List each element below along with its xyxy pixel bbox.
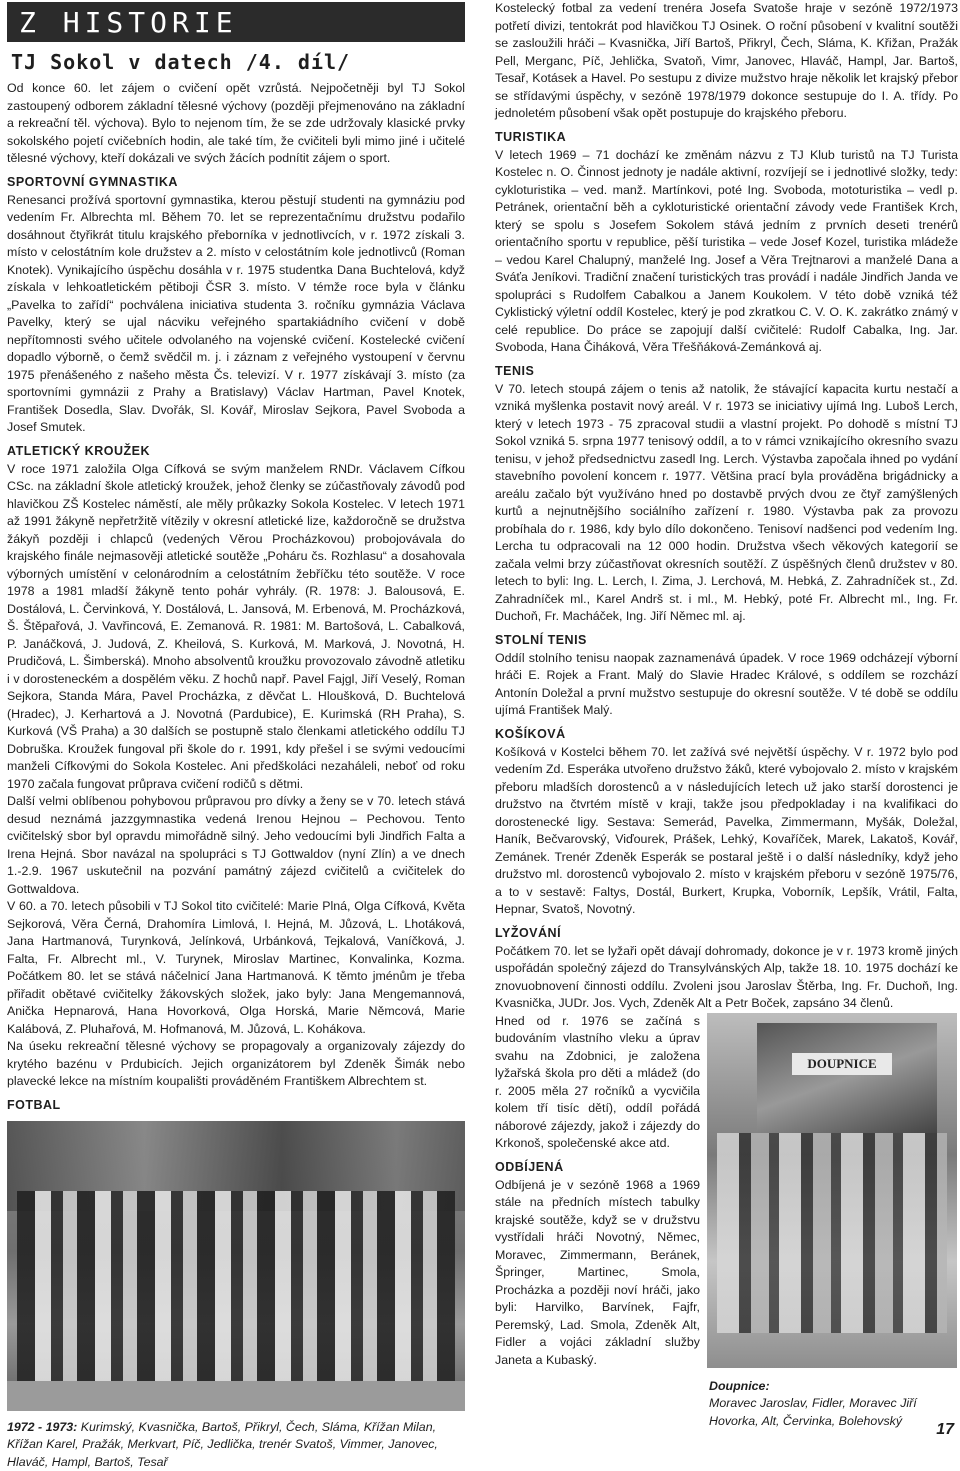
- kosikova-paragraph: Košíková v Kostelci během 70. let zažívá své největší úspěchy. V r. 1972 bylo pod vedením Zd. Esperáka utvořeno družstvo žáků, které vybojovalo 2. místo v krajském přeboru mladších dorostenců a v následujících letech už jako starší dorostenci je družstvo na čtvrtém místě v kraji, takže jsou předpokladay i na kvalifikaci do dorostenecké ligy. Sestava: Semerád, Pavelka, Zimmermann, Myšák, Doležal, Haník, Bečvarovský, Viďourek, Prášek, Lehký, Kovaříček, Marek, Lakatoš, Kovář, Zemánek. Trenér Zdeněk Esperák se postaral ještě i o další následníky, když jeho družstvo ml. dorostenců vybojovalo 2. místo v krajském přeboru v sezóně 1975/76, a to v sestavě: Faltys, Dostál, Burkert, Krupka, Voborník, Lepšík, Vrátil, Falta, Hepnar, Svatoš, Novotný.: [495, 744, 958, 919]
- lyzovani-heading: LYŽOVÁNÍ: [495, 925, 958, 941]
- left-column: [7, 0, 465, 1471]
- stolni-tenis-paragraph: Oddíl stolního tenisu naopak zaznamenává úpadek. V roce 1969 odcházejí výborní hráči E. Rojek a Frant. Malý do Slavie Hradec Králové, s oddílem se rozchází Antonín Doležal a první mužstvo sestupuje do okresní soutěže. V té době se oddílu ujímá František Malý.: [495, 650, 958, 720]
- atlet-paragraph: V roce 1971 založila Olga Cífková se svým manželem RNDr. Václavem Cífkou CSc. na základní škole atletický kroužek, jehož členky se zúčastňovaly závodů pod hlavičkou ZŠ Kostelec náměstí, ale měly průkazky Sokola Kostelec. V letech 1971 až 1991 žákyně nepřetržitě vítězily v okresní atletické lize, každoročně se družstva žákyň později i chlapců (vedených Věrou Procházkovou) probojovávala do krajského finále nejmasověji atletické soutěže „Poháru čs. Rozhlasu“ a dosahovala výborných umístění v celonárodním a celostátním žebříčku této soutěže. V roce 1978 a 1981 mladší žákyně tento pohár vyhrály. (R. 1978: J. Balousová, E. Dostálová, L. Červinková, Y. Dostálová, L. Jansová, M. Erbenová, M. Procházková, Š. Štěpařová, J. Vavřincová, E. Zemanová. R. 1981: M. Bartošová, L. Cabalková, P. Janáčková, J. Judová, Z. Kheilová, S. Kurková, M. Marková, J. Novotná, H. Prudičová, L. Šimberská). Mnoho absolventů kroužku provozovalo závodně atletiku i v dorosteneckém a dospělém věku. Z hochů např. Pavel Fajgl, Jiří Veselý, Roman Sejkora, Standa Mára, Pavel Procházka, z děvčat L. Hloušková, D. Buchtelová (Hradec), J. Kerhartová a J. Novotná (Pardubice), E. Kurimská (RH Praha), S. Kurková (VŠ Praha) a 30 dalších se postupně stalo členkami atletického oddílu TJ Dobruška. Kroužek fungoval při škole do r. 1991, kdy přešel i se svými vedoucími manželi Cífkovými do Sokola Kostelec. Ani předškoláci nezaháleli, neboť od roku 1970 začala fungovat průprava cvičení rodičů s dětmi.: [7, 461, 465, 794]
- caption-text: Moravec Jaroslav, Fidler, Moravec Jiří Hovorka, Alt, Červinka, Bolehovský: [709, 1396, 917, 1428]
- odbijena-paragraph: Odbíjená je v sezóně 1968 a 1969 stále na předních místech tabulky krajské soutěže, když se v družstvu vystřídali hráči Novotný, Němec, Moravec, Zimmermann, Beránek, Špringer, Martinec, Smola, Procházka a později noví hráči, jako byli: Harvilko, Barvínek, Fajfr, Peremský, Lad. Smola, Zdeněk Alt, Fidler a vojáci základní služby Janeta a Kubaský.: [495, 1177, 700, 1370]
- tenis-paragraph: V 70. letech stoupá zájem o tenis až natolik, že stávající kapacita kurtu nestačí a vzniká myšlenka postavit nový areál. V r. 1973 se iniciativy ujímá Ing. Luboš Lerch, který v letech 1973 - 75 zpracoval studii a vlastní projekt. Po dohodě s místní TJ Sokol vzniká 5. srpna 1977 tenisový oddíl, a to v rámci vznikajícího okresního svazu tenisu, v jehož předsednictvu zasedl Ing. Lerch. Výstavba započala ihned po vydání stavebního povolení koncem r. 1977. Většina prací byla prováděna brigádnicky a areálu začalo být využíváno hned po dostavbě prvých dvou ze čtyř zamýšlených kurtů a nejnutnějšího sociálního zařízení r. 1980. Výstavba pak za provozu probíhala do r. 1986, kdy bylo dílo dokončeno. Tenisoví nadšenci pod vedením Ing. Lercha tu odpracovali na 12 000 hodin. Družstva všech věkových kategorií se začala velmi brzy zúčastňovat okresních soutěží. Z úspěšných členů družstev v 80. letech to byli: Ing. L. Lerch, I. Zima, J. Lerchová, M. Hebká, Z. Zahradníček st., Zd. Zahradníček ml., Karel Andrš st. i ml., M. Hebký, poté Fr. Albrecht ml., Ing. Fr. Duchoň, Fr. Macháček, Ing. Jiří Němec ml. aj.: [495, 381, 958, 626]
- lyzovani-continued: Hned od r. 1976 se začíná s budováním vlastního vleku a úprav svahu na Zdobnici, je založena lyžařská škola pro děti a mládež (do r. 2005 měla 27 ročníků a vycvičila kolem tří tisíc dětí), oddíl pořádá náborové zájezdy, jakož i zájezdy do Krkonoš, společenské akce atd.: [495, 1013, 700, 1153]
- lyzovani-paragraph: Počátkem 70. let se lyžaři opět dávají dohromady, dokonce je v r. 1973 kromě jiných uspořádán společný zájezd do Transylvánských Alp, takže 18. 10. 1975 dochází ke znovuobnovení činnosti oddílu. Zvoleni jsou Jaroslav Štěrba, Ing. Fr. Duchoň, Ing. Kvasnička, JUDr. Jos. Vych, Zdeněk Alt a Petr Boček, zapsáno 34 členů.: [495, 943, 958, 1013]
- photo-wrap-block: [495, 1013, 958, 1370]
- caption-names: Kurimský, Kvasnička, Bartoš, Přikryl, Čech, Sláma, Křížan Milan, Křížan Karel, Pražák, Merkvart, Píč, Jedlička, trenér Svatoš, Vimmer, Janovec, Hlaváč, Hampl, Bartoš, Tesař: [7, 1420, 438, 1469]
- stolni-tenis-heading: STOLNÍ TENIS: [495, 632, 958, 648]
- turistika-paragraph: V letech 1969 – 71 dochází ke změnám názvu z TJ Klub turistů na TJ Turista Kostelec n. O. Činnost jednoty je nadále aktivní, rozvíjejí se i jednotlivé složky, tedy: cykloturistika – ved. manž. Martínkovi, poté Ing. Svoboda, mototuristika – vedl p. Petránek, orientační běh a cykloturistické orientační závody vede František Krch, který se spolu s Josefem Sokolem stává jedním z prvních deseti trenérů orientačního sportu v republice, pěší turistika – vede Josef Kozel, turistika mládeže – vedou Karel Chalupný, manželé Ing. Josef a Věra Trejtnarovi a manželé Dana a Sváťa Jeníkovi. Tradiční značení turistických tras provádí i nadále Jindřich Janda ve spolupráci s Rudolfem Cabalkou a Janem Koukolem. V této době vzniká též Cyklistický výletní oddíl Kostelec, který je pod zkratkou C. V. O. K. zakrátko známý v celé republice. Do práce se zapojují další cvičitelé: Rudolf Cabalka, Ing. Jar. Svoboda, Hana Čiháková, Věra Třešňáková-Zemánková aj.: [495, 147, 958, 357]
- photo-building: [757, 1023, 937, 1133]
- doupnice-photo-caption: [709, 1378, 959, 1431]
- photo-sign: DOUPNICE: [792, 1053, 892, 1075]
- section-banner: Z HISTORIE: [7, 2, 465, 42]
- right-column: [495, 0, 958, 1369]
- fotbal-continued: Kostelecký fotbal za vedení trenéra Josefa Svatoše hraje v sezóně 1972/1973 potřetí divizi, tentokrát pod hlavičkou TJ Osinek. O roční působení v kvalitní soutěži se zasloužili hráči – Kvasnička, Jiří Bartoš, Přikryl, Čech, Sláma, K. Křižan, Pražák Pell, Merganc, Píč, Jehlička, Svatoň, Vimr, Janovec, Hlaváč, Hampl, Jar. Bartoš, Tesař, Kotásek a Havel. Po sestupu z divize mužstvo hraje několik let krajský přebor se střídavými úspěchy, v sezóně 1978/1979 dokonce sestupuje do I. A. třídy. Po jednoletém působení však opět postupuje do krajského přeboru.: [495, 0, 958, 123]
- photo-players: [17, 1191, 455, 1391]
- article-title: TJ Sokol v datech /4. díl/: [11, 50, 465, 74]
- kosikova-heading: KOŠÍKOVÁ: [495, 726, 958, 742]
- gym-paragraph: Renesanci prožívá sportovní gymnastika, kterou pěstují studenti na gymnáziu pod vedením Fr. Albrechta ml. Během 70. let se reprezentačnímu družstvu podařilo dosáhnout čtyřikrát titulu krajského přeborníka v jednotlivcích, v r. 1972 získali 3. místo v celostátním kole družstev a 2. místo v celostátním kole jednotlivců (Roman Knotek). Vynikajícího úspěchu dosáhla v r. 1975 studentka Dana Buchtelová, když získala v lehkoatletickém pětiboji ČSR 3. místo. V témže roce byla v článku „Pavelka to zařídí“ pochválena iniciativa studenta 3. ročníku gymnázia Václava Pavelky, který se ujal nácviku veřejného spartakiádního cvičení v době nepřítomnosti svého učitele odvolaného na vojenské cvičení. Kostelecké cvičení dopadlo výborně, o čemž svědčil m. j. i záznam z veřejného vystoupení v červnu 1975 přenášeného z našeho města Čs. televizí. V r. 1977 získávají 3. místo (za sportovními gymnázii z Prahy a Bratislavy) Václav Hartman, Pavel Knotek, František Dosedla, Slav. Dvořák, Sl. Kovář, Miroslav Sejkora, Pavel Svoboda a Josef Smutek.: [7, 192, 465, 437]
- doupnice-photo: [707, 1013, 957, 1368]
- page-number: 17: [936, 1421, 954, 1439]
- trainers-paragraph: V 60. a 70. letech působili v TJ Sokol tito cvičitelé: Marie Plná, Olga Cífková, Květa Sejkorová, Věra Černá, Drahomíra Limlová, I. Hejná, M. Jůzová, L. Lhotáková, Jana Hartmanová, Turynková, Jelínková, Urbánková, Tejkalová, Vaníčková, J. Falta, Fr. Albrecht ml., V. Turynek, Miroslav Martinec, Konvalinka, Kozma. Počátkem 80. let se stává náčelnicí Jana Hartmanová. K těmto jménům je třeba přiřadit obětavé cvičitelky žákovských složek, jako byly: Jana Mengemannová, Anička Hepnarová, Hana Hovorková, Olga Horská, Marie Němcová, Marie Kalábová, Z. Pluhařová, M. Hofmanová, M. Jůzová, L. Kohákova.: [7, 898, 465, 1038]
- caption-title: Doupnice:: [709, 1379, 770, 1393]
- atlet-heading: ATLETICKÝ KROUŽEK: [7, 443, 465, 459]
- football-team-photo: [7, 1121, 465, 1411]
- caption-years: 1972 - 1973:: [7, 1420, 77, 1434]
- photo-grass: [7, 1381, 465, 1411]
- fotbal-heading: FOTBAL: [7, 1097, 465, 1113]
- dance-paragraph: Další velmi oblíbenou pohybovou průpravou pro dívky a ženy se v 70. letech stává desud neznámá jazzgymnastika vedená Irenou Hejnou – Pechovou. Tento cvičitelský sbor byl opravdu mimořádně silný. Jeho vedoucími byli Jindřich Falta a Irena Hejná. Sbor navázal na spolupráci s TJ Gottwaldov (nyní Zlín) a ve dnech 1.-2.9. 1967 uskutečnil na pozvání památný zájezd cvičitelů a cvičitelek do Gottwaldova.: [7, 793, 465, 898]
- tenis-heading: TENIS: [495, 363, 958, 379]
- photo-men: [717, 1133, 947, 1333]
- intro-paragraph: Od konce 60. let zájem o cvičení opět vzrůstá. Nejpočetněji byl TJ Sokol zastoupený odborem základní tělesné výchovy (později přejmenováno na základní a rekreační těl. výchova). Bylo to nejenom tím, že se zde udržovaly klasické prvky sokolského pojetí cvičebních hodin, ale také tím, že cvičiteli byli mimo jiné i učitelé tělesné výchovy, kteří dokázali ve svých žácích podnítit zájem o sport.: [7, 80, 465, 168]
- odbijena-heading: ODBÍJENÁ: [495, 1159, 958, 1175]
- rekreace-paragraph: Na úseku rekreační tělesné výchovy se propagovaly a organizovaly zájezdy do krytého bazénu v Prdubicích. Jejich organizátorem byl Zdeněk Šimák nebo plavecké lekce na místním koupališti prováděném Františkem Albrechtem st.: [7, 1038, 465, 1091]
- turistika-heading: TURISTIKA: [495, 129, 958, 145]
- gym-heading: SPORTOVNÍ GYMNASTIKA: [7, 174, 465, 190]
